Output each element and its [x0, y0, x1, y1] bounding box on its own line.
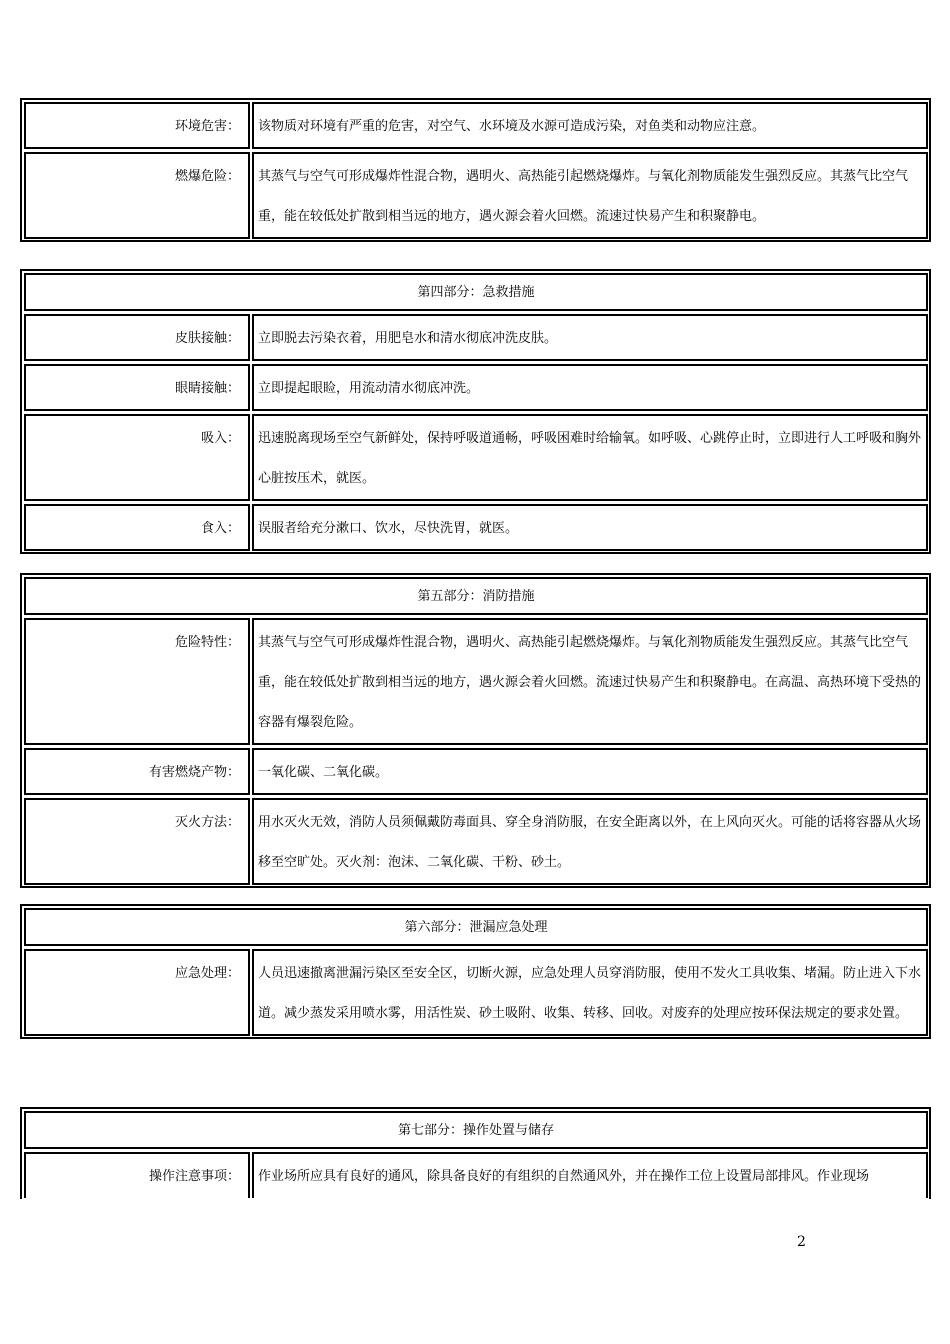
row-value: 其蒸气与空气可形成爆炸性混合物，遇明火、高热能引起燃烧爆炸。与氧化剂物质能发生强烈反应。其蒸气比空气重，能在较低处扩散到相当远的地方，遇火源会着火回燃。流速过快易产生和积聚静电。	[252, 152, 928, 239]
row-label: 灭火方法：	[24, 798, 250, 885]
section6-table	[20, 904, 931, 1039]
row-label: 应急处理：	[24, 949, 250, 1036]
row-value: 其蒸气与空气可形成爆炸性混合物，遇明火、高热能引起燃烧爆炸。与氧化剂物质能发生强烈反应。其蒸气比空气重，能在较低处扩散到相当远的地方，遇火源会着火回燃。流速过快易产生和积聚静电。在高温、高热环境下受热的容器有爆裂危险。	[252, 618, 928, 745]
row-value: 用水灭火无效，消防人员须佩戴防毒面具、穿全身消防服，在安全距离以外，在上风向灭火。可能的话将容器从火场移至空旷处。灭火剂：泡沫、二氧化碳、干粉、砂土。	[252, 798, 928, 885]
row-label: 危险特性：	[24, 618, 250, 745]
section7-table	[20, 1107, 931, 1199]
section-title: 第七部分：操作处置与储存	[24, 1111, 928, 1149]
section-title: 第五部分：消防措施	[24, 577, 928, 615]
table-row	[22, 314, 929, 361]
row-value: 该物质对环境有严重的危害，对空气、水环境及水源可造成污染，对鱼类和动物应注意。	[252, 102, 928, 149]
section3-table	[20, 98, 931, 242]
section4-table	[20, 269, 931, 554]
row-value: 立即脱去污染衣着，用肥皂水和清水彻底冲洗皮肤。	[252, 314, 928, 361]
row-value: 迅速脱离现场至空气新鲜处，保持呼吸道通畅，呼吸困难时给输氧。如呼吸、心跳停止时，立即进行人工呼吸和胸外心脏按压术，就医。	[252, 414, 928, 501]
section5-table	[20, 573, 931, 888]
row-value: 一氧化碳、二氧化碳。	[252, 748, 928, 795]
table-row	[22, 748, 929, 795]
table-row	[22, 504, 929, 551]
row-value: 立即提起眼睑，用流动清水彻底冲洗。	[252, 364, 928, 411]
table-row	[22, 798, 929, 885]
row-label: 操作注意事项：	[24, 1152, 250, 1198]
table-row	[22, 949, 929, 1036]
row-value: 作业场所应具有良好的通风，除具备良好的有组织的自然通风外，并在操作工位上设置局部排风。作业现场	[252, 1152, 928, 1198]
row-label: 吸入：	[24, 414, 250, 501]
table-row	[22, 414, 929, 501]
table-row	[22, 364, 929, 411]
row-label: 眼睛接触：	[24, 364, 250, 411]
row-label: 皮肤接触：	[24, 314, 250, 361]
table-row	[22, 152, 929, 239]
table-row	[22, 618, 929, 745]
page-number: 2	[797, 1234, 806, 1250]
table-row	[22, 1152, 929, 1198]
row-label: 燃爆危险：	[24, 152, 250, 239]
section-title: 第六部分：泄漏应急处理	[24, 908, 928, 946]
row-label: 有害燃烧产物：	[24, 748, 250, 795]
row-value: 误服者给充分漱口、饮水，尽快洗胃，就医。	[252, 504, 928, 551]
table-row	[22, 102, 929, 149]
row-label: 食入：	[24, 504, 250, 551]
row-label: 环境危害：	[24, 102, 250, 149]
section-title: 第四部分：急救措施	[24, 273, 928, 311]
row-value: 人员迅速撤离泄漏污染区至安全区，切断火源，应急处理人员穿消防服，使用不发火工具收集、堵漏。防止进入下水道。减少蒸发采用喷水雾，用活性炭、砂土吸附、收集、转移、回收。对废弃的处理应按环保法规定的要求处置。	[252, 949, 928, 1036]
